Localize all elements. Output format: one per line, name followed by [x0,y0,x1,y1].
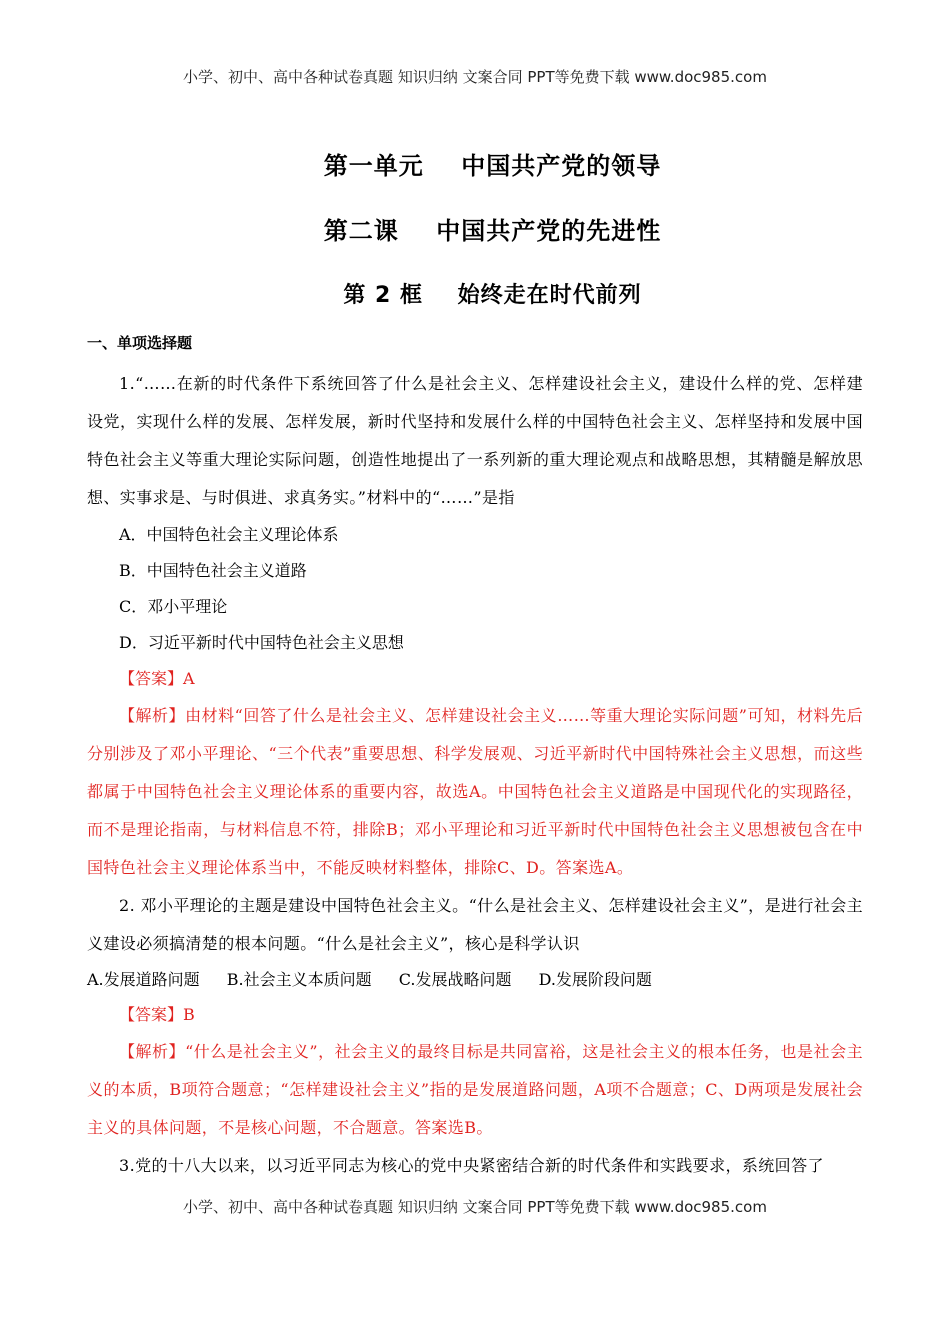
question-1-analysis: 【解析】由材料“回答了什么是社会主义、怎样建设社会主义……等重大理论实际问题”可知，材料先后分别涉及了邓小平理论、“三个代表”重要思想、科学发展观、习近平新时代中国特殊社会主义思想，而这些都属于中国特色社会主义理论体系的重要内容，故选A。中国特色社会主义道路是中国现代化的实现路径，而不是理论指南，与材料信息不符，排除B；邓小平理论和习近平新时代中国特色社会主义思想被包含在中国特色社会主义理论体系当中，不能反映材料整体，排除C、D。答案选A。 [87,706,863,877]
question-1-option-a: A．中国特色社会主义理论体系 [119,525,339,544]
section-heading: 一、单项选择题 [87,334,193,352]
question-2-answer: 【答案】B [119,1005,195,1024]
lesson-title: 第二课 中国共产党的先进性 [323,217,662,245]
question-2-option-b: B.社会主义本质问题 [226,970,372,989]
question-1-option-b: B．中国特色社会主义道路 [119,561,307,580]
page-header: 小学、初中、高中各种试卷真题 知识归纳 文案合同 PPT等免费下载 www.doc985.com [183,68,767,86]
question-2-option-c: C.发展战略问题 [398,970,512,989]
question-3-stem: 3.党的十八大以来，以习近平同志为核心的党中央紧密结合新的时代条件和实践要求，系统回答了 [119,1156,824,1175]
question-1-option-d: D．习近平新时代中国特色社会主义思想 [119,633,404,652]
question-1-answer: 【答案】A [119,669,195,688]
question-1-stem: 1.“……在新的时代条件下系统回答了什么是社会主义、怎样建设社会主义，建设什么样的党、怎样建设党，实现什么样的发展、怎样发展，新时代坚持和发展什么样的中国特色社会主义、怎样坚持和发展中国特色社会主义等重大理论实际问题，创造性地提出了一系列新的重大理论观点和战略思想，其精髓是解放思想、实事求是、与时俱进、求真务实。”材料中的“……”是指 [87,374,863,507]
unit-title: 第一单元 中国共产党的领导 [323,152,662,180]
question-2-options [87,963,863,997]
question-2-stem: 2. 邓小平理论的主题是建设中国特色社会主义。“什么是社会主义、怎样建设社会主义”，是进行社会主义建设必须搞清楚的根本问题。“什么是社会主义”，核心是科学认识 [87,896,863,953]
page-footer: 小学、初中、高中各种试卷真题 知识归纳 文案合同 PPT等免费下载 www.doc985.com [183,1198,767,1216]
question-2-option-d: D.发展阶段问题 [538,970,652,989]
question-2-analysis: 【解析】“什么是社会主义”，社会主义的最终目标是共同富裕，这是社会主义的根本任务，也是社会主义的本质，B项符合题意；“怎样建设社会主义”指的是发展道路问题，A项不合题意；C、D两项是发展社会主义的具体问题，不是核心问题，不合题意。答案选B。 [87,1042,863,1137]
frame-title: 第 2 框 始终走在时代前列 [343,283,642,308]
question-2-option-a: A.发展道路问题 [87,970,200,989]
question-1-option-c: C．邓小平理论 [119,597,228,616]
question-content [87,365,863,1185]
